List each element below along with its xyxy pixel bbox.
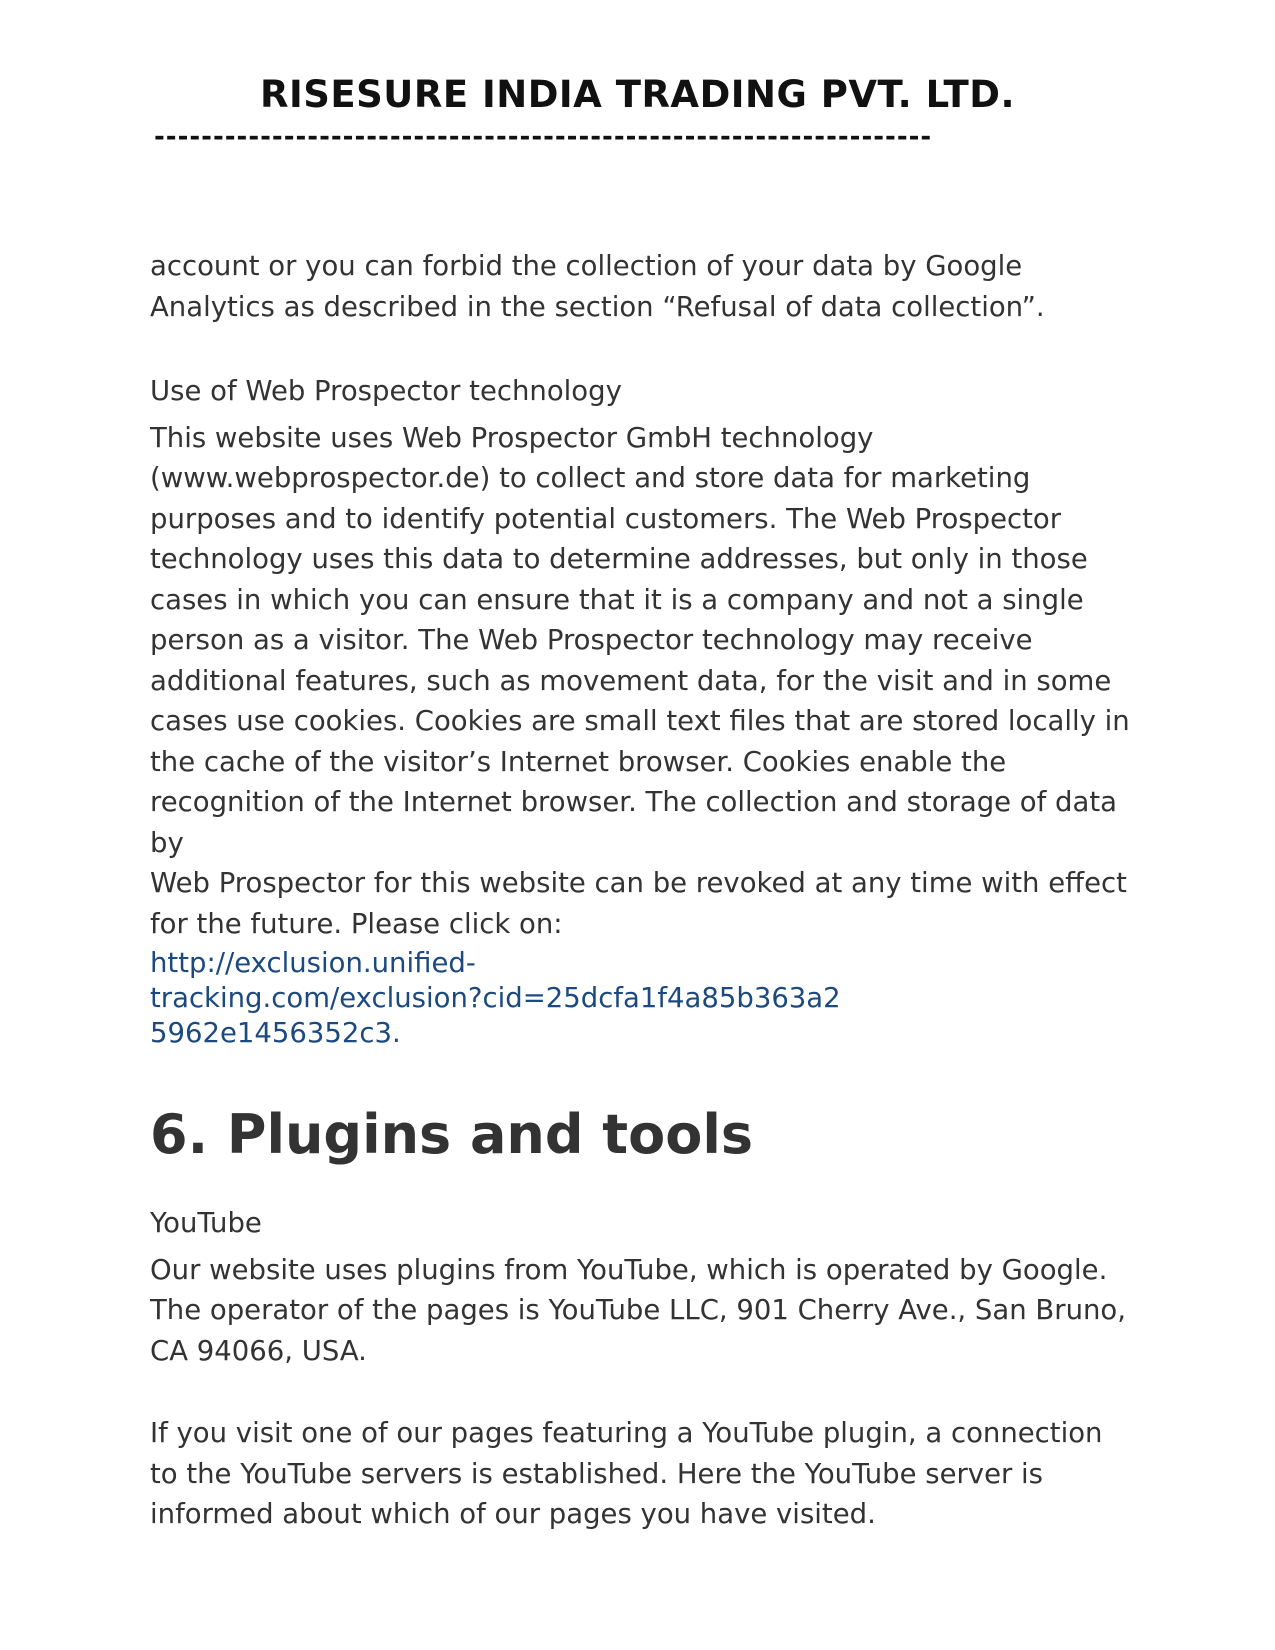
youtube-heading: YouTube [150,1207,262,1239]
intro-paragraph: account or you can forbid the collection of your data by Google Analytics as described in the section “Refusal of data collection”. [150,250,1045,323]
page-header [0,72,1275,152]
company-name: RISESURE INDIA TRADING PVT. LTD. [259,73,1016,116]
header-divider: ------------------------------------------------------------------ [154,122,933,152]
web-prospector-paragraph-2: cases use cookies. Cookies are small text files that are stored locally in the cache of the visitor’s Internet browser. Cookies enable the recognition of the Internet browser. The collection and storage of data by [150,705,1130,859]
web-prospector-paragraph-1: This website uses Web Prospector GmbH technology (www.webprospector.de) to collect and store data for marketing purposes and to identify potential customers. The Web Prospector technology uses this data to determine addresses, but only in those cases in which you can ensure that it is a company and not a single person as a visitor. The Web Prospector technology may receive additional features, such as movement data, for the visit and in some [150,421,1112,697]
exclusion-link-line-1[interactable]: http://exclusion.unified- [150,947,476,979]
exclusion-link-line-2[interactable]: tracking.com/exclusion?cid=25dcfa1f4a85b363a2 [150,982,841,1014]
web-prospector-paragraph-3: Web Prospector for this website can be revoked at any time with effect for the future. Please click on: [150,867,1127,940]
exclusion-link-line-3[interactable]: 5962e1456352c3. [150,1017,401,1049]
youtube-paragraph-2: If you visit one of our pages featuring a YouTube plugin, a connection to the YouTube servers is established. Here the YouTube server is informed about which of our pages you have visited. [150,1417,1103,1530]
web-prospector-heading: Use of Web Prospector technology [150,375,622,407]
document-body [150,246,1130,1535]
youtube-paragraph-1: Our website uses plugins from YouTube, which is operated by Google. The operator of the pages is YouTube LLC, 901 Cherry Ave., San Bruno, CA 94066, USA. [150,1253,1126,1367]
exclusion-link[interactable] [150,946,1130,1051]
section-title-plugins: 6. Plugins and tools [150,1103,753,1166]
